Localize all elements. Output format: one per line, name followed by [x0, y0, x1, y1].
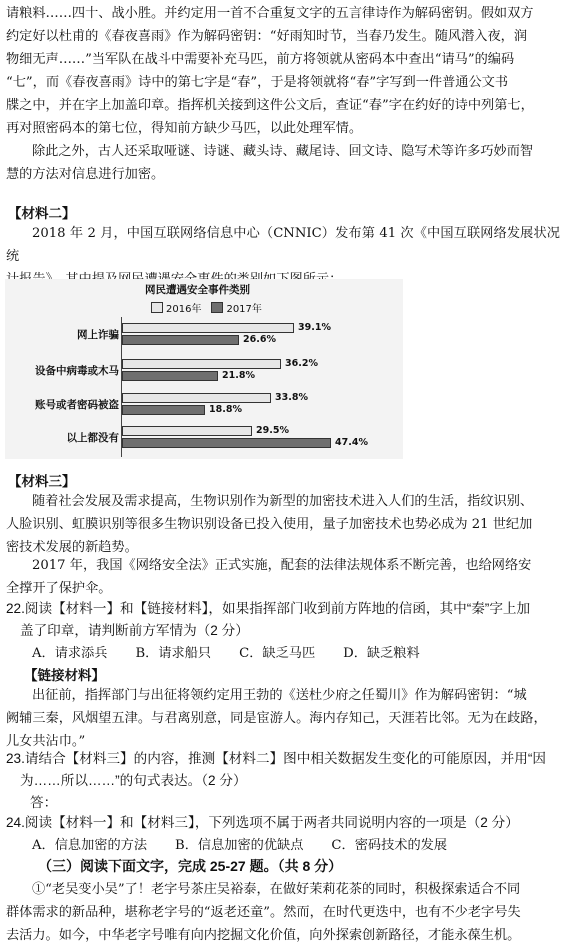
- question-22-options: [32, 642, 562, 661]
- material1-paragraph: [6, 2, 560, 140]
- text-line: 除此之外，古人还采取哑谜、诗谜、藏头诗、藏尾诗、回文诗、隐写术等许多巧妙而智: [32, 144, 534, 159]
- legend-item-2016: [151, 300, 201, 315]
- security-events-chart: [5, 279, 403, 459]
- chart-title: 网民遭遇安全事件类别: [145, 284, 250, 296]
- question-22: [6, 598, 560, 642]
- text-line: 2018 年 2 月，中国互联网络信息中心（CNNIC）发布第 41 次《中国互联网络发展状况统: [6, 226, 560, 264]
- bar-account-stolen-2017: [122, 405, 205, 415]
- chart-legend: [151, 300, 272, 315]
- text-line: 人脸识别、虹膜识别等很多生物识别设备已投入使用，量子加密技术也势必成为 21 世纪加: [6, 517, 533, 532]
- text-line: 慧的方法对信息进行加密。: [6, 167, 165, 182]
- text-line: 约定好以杜甫的《春夜喜雨》作为解码密钥：“好雨知时节，当春乃发生。随风潜入夜，润: [6, 29, 528, 44]
- text-line: ①“老吴变小吴”了！老字号茶庄吴裕泰，在做好茉莉花茶的同时，积极探索适合不同: [32, 882, 521, 897]
- question-23: [6, 748, 560, 814]
- value-label-account-stolen-2017: 18.8%: [209, 404, 242, 415]
- bar-virus-trojan-2016: [122, 359, 281, 369]
- option-b: B．信息加密的优缺点: [175, 838, 304, 853]
- material3-heading: 【材料三】: [8, 474, 76, 490]
- material2-heading: 【材料二】: [8, 206, 76, 222]
- category-label-none-of-above: 以上都没有: [66, 432, 119, 444]
- value-label-network-fraud-2017: 26.6%: [243, 334, 276, 345]
- option-d: D．缺乏粮料: [343, 646, 420, 661]
- text-line: 去活力。如今，中华老字号唯有向内挖掘文化价值，向外探索创新路径，才能永葆生机。: [6, 928, 521, 943]
- question-text: 为……所以……”的句式表达。（2 分）: [20, 773, 247, 788]
- text-line: 随着社会发展及需求提高，生物识别作为新型的加密技术进入人们的生活，指纹识别、: [32, 494, 534, 509]
- link-material-heading: 【链接材料】: [24, 668, 105, 684]
- question-text: 22.阅读【材料一】和【链接材料】，如果指挥部门收到前方阵地的信函，其中“秦”字上加: [6, 601, 531, 616]
- text-line: 2017 年，我国《网络安全法》正式实施，配套的法律法规体系不断完善，也给网络安: [32, 558, 532, 573]
- value-label-none-of-above-2017: 47.4%: [335, 437, 368, 448]
- category-label-account-stolen: 账号或者密码被盗: [35, 399, 119, 411]
- link-material-paragraph: [6, 684, 560, 753]
- legend-swatch-2016: [151, 302, 163, 313]
- question-text: 24.阅读【材料一】和【材料三】，下列选项不属于两者共同说明内容的一项是（2 分）: [6, 815, 519, 830]
- option-c: C．缺乏马匹: [239, 646, 316, 661]
- option-c: C．密码技术的发展: [331, 838, 448, 853]
- legend-label-2016: 2016年: [166, 304, 202, 315]
- text-line: 阙辅三秦，风烟望五津。与君离别意，同是宦游人。海内存知己，天涯若比邻。无为在歧路，: [6, 711, 547, 726]
- text-line: 牒之中，并在字上加盖印章。指挥机关接到这件公文后，查证“春”字在约好的诗中列第七，: [6, 98, 534, 113]
- text-line: 全撑开了保护伞。: [6, 581, 112, 596]
- material3-paragraph: [6, 490, 560, 559]
- question-24-options: [32, 834, 562, 853]
- text-line: 物细无声……”当军队在战斗中需要补充马匹，前方将领就从密码本中查出“请马”的编码: [6, 52, 515, 67]
- value-label-network-fraud-2016: 39.1%: [298, 322, 331, 333]
- option-a: A．请求添兵: [32, 646, 108, 661]
- value-label-none-of-above-2016: 29.5%: [256, 425, 289, 436]
- material3-paragraph-2: [6, 554, 560, 600]
- value-label-account-stolen-2016: 33.8%: [275, 392, 308, 403]
- text-line: 密技术发展的新趋势。: [6, 540, 138, 555]
- text-line: 群体需求的新品种，堪称老字号的“返老还童”。然而，在时代更迭中，也有不少老字号失: [6, 905, 521, 920]
- answer-label: 答：: [30, 795, 58, 810]
- text-line: 出征前，指挥部门与出征将领约定用王勃的《送杜少府之任蜀川》作为解码密钥：“城: [32, 688, 527, 703]
- value-label-virus-trojan-2016: 36.2%: [285, 358, 318, 369]
- text-line: 儿女共沾巾。”: [6, 734, 86, 749]
- question-24: [6, 812, 560, 834]
- legend-item-2017: [211, 300, 261, 315]
- text-line: 再对照密码本的第七位，得知前方缺少马匹，以此处理军情。: [6, 121, 363, 136]
- bar-account-stolen-2016: [122, 393, 271, 403]
- bar-network-fraud-2017: [122, 335, 239, 345]
- text-line: 请粮料……四十、战小胜。并约定用一首不合重复文字的五言律诗作为解码密钥。假如双方: [6, 6, 534, 21]
- category-label-network-fraud: 网上诈骗: [77, 329, 119, 341]
- material1-paragraph-2: [6, 140, 560, 186]
- text-line: “七”，而《春夜喜雨》诗中的第七字是“春”，于是将领就将“春”字写到一件普通公文书: [6, 75, 509, 90]
- option-b: B．请求船只: [135, 646, 212, 661]
- category-label-virus-trojan: 设备中病毒或木马: [35, 365, 119, 377]
- section-3-heading: （三）阅读下面文字，完成 25-27 题。（共 8 分）: [38, 858, 343, 874]
- option-a: A．信息加密的方法: [32, 838, 148, 853]
- question-text: 23.请结合【材料三】的内容，推测【材料二】图中相关数据发生变化的可能原因，并用“因: [6, 751, 546, 766]
- value-label-virus-trojan-2017: 21.8%: [222, 370, 255, 381]
- section-3-paragraph: [6, 878, 560, 947]
- bar-none-of-above-2016: [122, 426, 252, 436]
- legend-label-2017: 2017年: [226, 304, 262, 315]
- bar-virus-trojan-2017: [122, 371, 218, 381]
- legend-swatch-2017: [211, 302, 223, 313]
- question-text: 盖了印章，请判断前方军情为（2 分）: [20, 623, 249, 638]
- bar-none-of-above-2017: [122, 438, 331, 448]
- bar-network-fraud-2016: [122, 323, 294, 333]
